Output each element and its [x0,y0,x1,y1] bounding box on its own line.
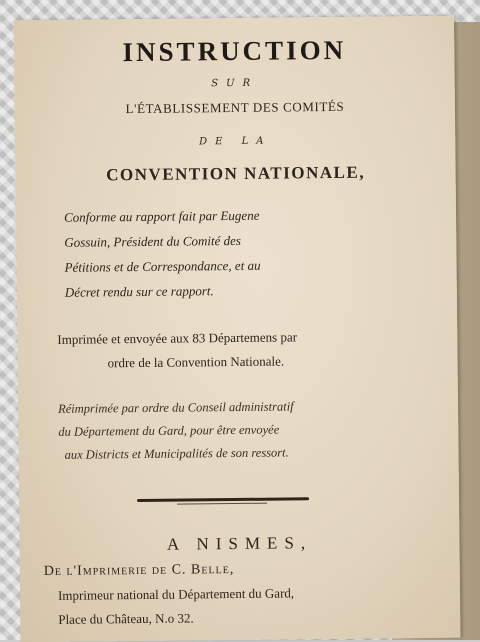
document-title: INSTRUCTION [122,34,347,68]
imprimee-line-2: ordre de la Convention Nationale. [107,353,285,371]
subtitle-de-la: DE LA [199,135,272,148]
reimprimee-line-3: aux Districts et Municipalités de son ressort. [64,445,289,462]
subtitle-sur: SUR [211,77,259,90]
conforme-line-4: Décret rendu sur ce rapport. [64,283,214,300]
conforme-line-3: Pétitions et de Correspondance, et au [64,257,261,275]
imprimerie-line-2: Imprimeur national du Département du Gard, [57,585,295,603]
imprimerie-line-1: De l'Imprimerie de C. Belle, [43,562,235,580]
divider-rule [137,497,309,502]
reimprimee-line-2: du Département du Gard, pour être envoyée [58,422,280,439]
imprimerie-line-3: Place du Château, N.o 32. [58,610,194,627]
title-page [14,16,460,642]
conforme-line-1: Conforme au rapport fait par Eugene [63,207,260,225]
reimprimee-line-1: Réimprimée par ordre du Conseil administratif [58,399,294,416]
place-of-printing: A NISMES, [166,533,313,554]
subtitle-convention: CONVENTION NATIONALE, [106,162,366,185]
subtitle-etablissement: L'ÉTABLISSEMENT DES COMITÉS [125,98,345,117]
conforme-line-2: Gossuin, Président du Comité des [64,232,241,250]
imprimee-line-1: Imprimée et envoyée aux 83 Départemens par [57,329,298,347]
